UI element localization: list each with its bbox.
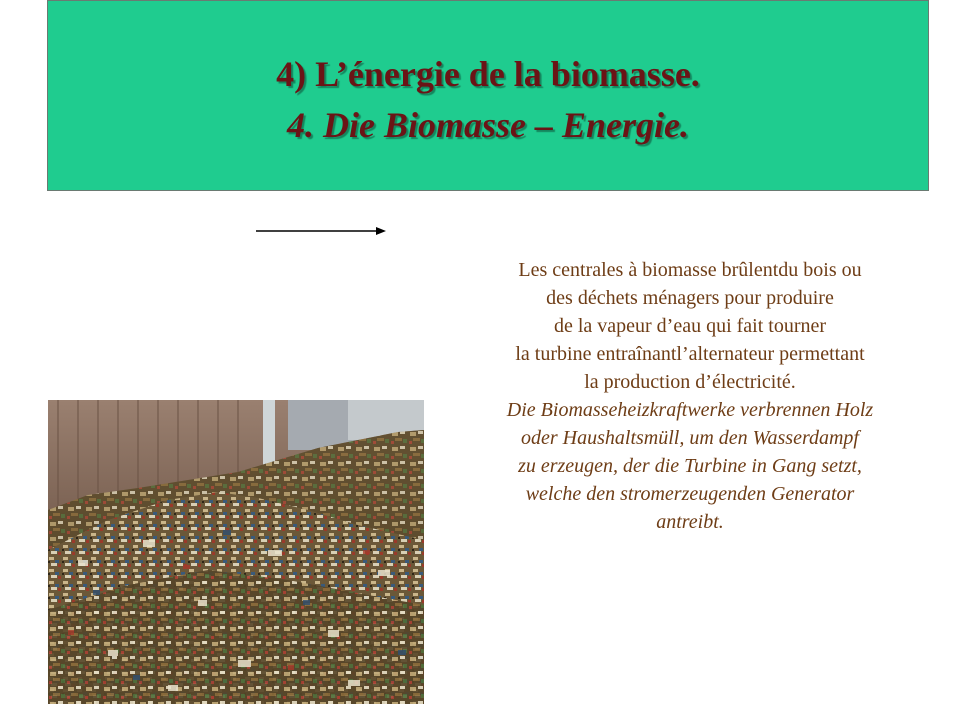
text-de-line-4: welche den stromerzeugenden Generator [525, 483, 855, 505]
text-fr-line-3: de la vapeur d’eau qui fait tourner [553, 315, 827, 337]
text-fr-line-1: Les centrales à biomasse brûlentdu bois ou [518, 259, 862, 281]
text-fr-line-5: la production d’électricité. [584, 371, 796, 393]
text-de-line-2: oder Haushaltsmüll, um den Wasserdampf [521, 427, 859, 449]
right-arrow-icon [256, 224, 386, 238]
text-de-line-5: antreibt. [656, 511, 724, 533]
text-de-line-1: Die Biomasseheizkraftwerke verbrennen Holz [506, 399, 874, 421]
text-de-line-3: zu erzeugen, der die Turbine in Gang setzt, [518, 455, 862, 477]
title-banner [47, 0, 929, 191]
title-french: 4) L’énergie de la biomasse. [276, 54, 700, 94]
text-fr-line-4: la turbine entraînantl’alternateur permettant [515, 343, 865, 365]
body-text [430, 256, 950, 536]
waste-pile-photo [48, 400, 424, 704]
title-german: 4. Die Biomasse – Energie. [287, 105, 689, 145]
text-fr-line-2: des déchets ménagers pour produire [546, 287, 834, 309]
